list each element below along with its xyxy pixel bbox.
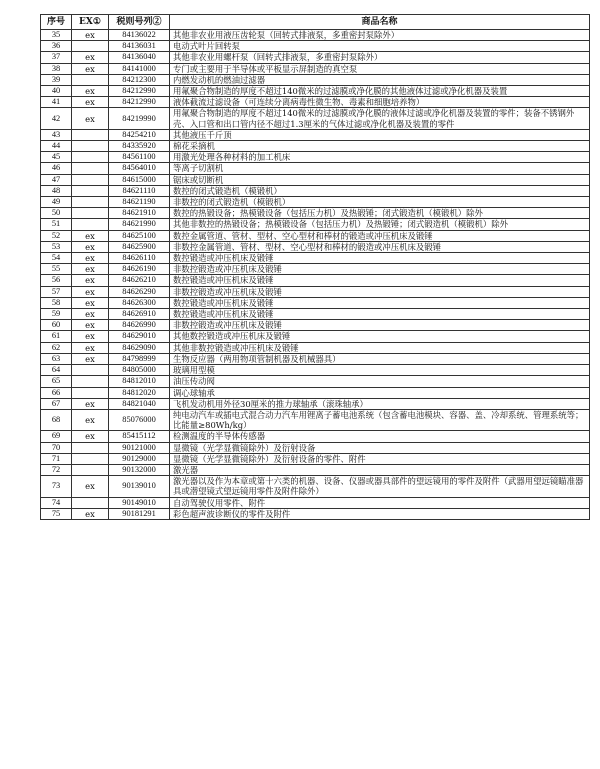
tariff-code-cell: 84626290 — [109, 286, 170, 297]
product-name-cell: 数控的热锻设备；热模锻设备（包括压力机）及热锻锤；闭式锻造机（模锻机）除外 — [170, 208, 590, 219]
ex-cell: ex — [72, 275, 109, 286]
ex-cell — [72, 129, 109, 140]
tariff-code-cell: 90121000 — [109, 442, 170, 453]
table-row — [41, 185, 590, 196]
ex-cell: ex — [72, 108, 109, 129]
tariff-code-cell: 84621910 — [109, 208, 170, 219]
serial-cell: 38 — [41, 63, 72, 74]
tariff-code-cell: 84136040 — [109, 52, 170, 63]
tariff-code-cell: 84212990 — [109, 97, 170, 108]
tariff-code-cell: 84136022 — [109, 30, 170, 41]
table-row — [41, 141, 590, 152]
table-row — [41, 108, 590, 129]
product-name-cell: 玻璃用型模 — [170, 365, 590, 376]
serial-cell: 73 — [41, 476, 72, 497]
serial-cell: 65 — [41, 376, 72, 387]
serial-cell: 37 — [41, 52, 72, 63]
table-row — [41, 286, 590, 297]
table-row — [41, 353, 590, 364]
product-name-cell: 其他非数控锻造或冲压机床及锻锤 — [170, 342, 590, 353]
serial-cell: 72 — [41, 464, 72, 475]
tariff-table — [40, 14, 590, 520]
table-row — [41, 275, 590, 286]
serial-cell: 60 — [41, 320, 72, 331]
ex-cell: ex — [72, 309, 109, 320]
product-name-cell: 检测温度的半导体传感器 — [170, 431, 590, 442]
table-row — [41, 320, 590, 331]
header-product-name: 商品名称 — [170, 15, 590, 30]
product-name-cell: 等离子切割机 — [170, 163, 590, 174]
ex-cell: ex — [72, 331, 109, 342]
table-row — [41, 387, 590, 398]
serial-cell: 75 — [41, 508, 72, 519]
product-name-cell: 数控锻造或冲压机床及锻锤 — [170, 297, 590, 308]
product-name-cell: 锯床或切断机 — [170, 174, 590, 185]
table-row — [41, 97, 590, 108]
ex-cell — [72, 442, 109, 453]
table-row — [41, 453, 590, 464]
serial-cell: 66 — [41, 387, 72, 398]
ex-cell — [72, 219, 109, 230]
tariff-code-cell: 84621110 — [109, 185, 170, 196]
ex-cell: ex — [72, 476, 109, 497]
table-row — [41, 476, 590, 497]
ex-cell: ex — [72, 86, 109, 97]
tariff-code-cell: 84615000 — [109, 174, 170, 185]
header-ex: EX① — [72, 15, 109, 30]
product-name-cell: 油压传动阀 — [170, 376, 590, 387]
ex-cell: ex — [72, 253, 109, 264]
table-row — [41, 409, 590, 430]
tariff-code-cell: 90139010 — [109, 476, 170, 497]
table-row — [41, 63, 590, 74]
serial-cell: 62 — [41, 342, 72, 353]
tariff-code-cell: 90181291 — [109, 508, 170, 519]
table-row — [41, 219, 590, 230]
tariff-code-cell: 84212990 — [109, 86, 170, 97]
tariff-code-cell: 85415112 — [109, 431, 170, 442]
ex-cell — [72, 208, 109, 219]
ex-cell: ex — [72, 409, 109, 430]
product-name-cell: 生物反应器（两用物项管制机器及机械器具） — [170, 353, 590, 364]
ex-cell: ex — [72, 320, 109, 331]
serial-cell: 64 — [41, 365, 72, 376]
tariff-code-cell: 84812020 — [109, 387, 170, 398]
product-name-cell: 用激光处理各种材料的加工机床 — [170, 152, 590, 163]
tariff-code-cell: 84621990 — [109, 219, 170, 230]
table-row — [41, 174, 590, 185]
tariff-code-cell: 84136031 — [109, 41, 170, 52]
product-name-cell: 数控锻造或冲压机床及锻锤 — [170, 253, 590, 264]
serial-cell: 35 — [41, 30, 72, 41]
table-row — [41, 342, 590, 353]
serial-cell: 44 — [41, 141, 72, 152]
ex-cell: ex — [72, 353, 109, 364]
serial-cell: 58 — [41, 297, 72, 308]
product-name-cell: 其他非数控的热锻设备；热模锻设备（包括压力机）及热锻锤；闭式锻造机（模锻机）除外 — [170, 219, 590, 230]
tariff-code-cell: 84219990 — [109, 108, 170, 129]
table-row — [41, 264, 590, 275]
ex-cell: ex — [72, 286, 109, 297]
tariff-code-cell: 90132000 — [109, 464, 170, 475]
ex-cell: ex — [72, 342, 109, 353]
product-name-cell: 飞机发动机用外径30厘米的推力球轴承（滚珠轴承） — [170, 398, 590, 409]
serial-cell: 63 — [41, 353, 72, 364]
product-name-cell: 彩色超声波诊断仪的零件及附件 — [170, 508, 590, 519]
table-row — [41, 163, 590, 174]
product-name-cell: 自动驾驶仪用零件、附件 — [170, 497, 590, 508]
ex-cell — [72, 497, 109, 508]
serial-cell: 50 — [41, 208, 72, 219]
serial-cell: 56 — [41, 275, 72, 286]
serial-cell: 46 — [41, 163, 72, 174]
serial-cell: 52 — [41, 230, 72, 241]
product-name-cell: 其他数控锻造或冲压机床及锻锤 — [170, 331, 590, 342]
table-row — [41, 208, 590, 219]
table-row — [41, 508, 590, 519]
product-name-cell: 激光器以及作为本章或第十六类的机器、设备、仪器或器具部件的望远镜用的零件及附件（武器用望远镜瞄准器具或潜望镜式望远镜用零件及附件除外） — [170, 476, 590, 497]
product-name-cell: 非数控的闭式锻造机（模锻机） — [170, 197, 590, 208]
product-name-cell: 棉花采摘机 — [170, 141, 590, 152]
product-name-cell: 数控的闭式锻造机（模锻机） — [170, 185, 590, 196]
tariff-code-cell: 84626910 — [109, 309, 170, 320]
serial-cell: 40 — [41, 86, 72, 97]
tariff-code-cell: 84798999 — [109, 353, 170, 364]
ex-cell — [72, 453, 109, 464]
product-name-cell: 非数控金属管道、管材、型材、空心型材和棒材的锻造或冲压机床及锻锤 — [170, 241, 590, 252]
table-row — [41, 253, 590, 264]
ex-cell — [72, 197, 109, 208]
product-name-cell: 内燃发动机的燃油过滤器 — [170, 74, 590, 85]
ex-cell — [72, 365, 109, 376]
product-name-cell: 用氟聚合物制造的厚度不超过140微米的过滤膜或净化膜的液体过滤或净化机器及装置的零件；装备不锈钢外壳、入口管和出口管内径不超过1.3厘米的气体过滤或净化机器及装置的零件 — [170, 108, 590, 129]
product-name-cell: 其他非农业用液压齿轮泵（回转式排液泵，多重密封泵除外） — [170, 30, 590, 41]
tariff-code-cell: 84141000 — [109, 63, 170, 74]
serial-cell: 69 — [41, 431, 72, 442]
tariff-code-cell: 84626210 — [109, 275, 170, 286]
serial-cell: 48 — [41, 185, 72, 196]
ex-cell: ex — [72, 241, 109, 252]
tariff-code-cell: 85076000 — [109, 409, 170, 430]
product-name-cell: 非数控锻造或冲压机床及锻锤 — [170, 286, 590, 297]
ex-cell: ex — [72, 264, 109, 275]
table-row — [41, 230, 590, 241]
table-row — [41, 197, 590, 208]
tariff-code-cell: 84812010 — [109, 376, 170, 387]
serial-cell: 36 — [41, 41, 72, 52]
serial-cell: 39 — [41, 74, 72, 85]
header-tariff-code: 税则号列② — [109, 15, 170, 30]
table-body — [41, 30, 590, 520]
serial-cell: 68 — [41, 409, 72, 430]
product-name-cell: 非数控锻造或冲压机床及锻锤 — [170, 264, 590, 275]
tariff-code-cell: 84564010 — [109, 163, 170, 174]
serial-cell: 70 — [41, 442, 72, 453]
tariff-code-cell: 84626990 — [109, 320, 170, 331]
tariff-code-cell: 84629010 — [109, 331, 170, 342]
serial-cell: 43 — [41, 129, 72, 140]
serial-cell: 55 — [41, 264, 72, 275]
tariff-code-cell: 84629090 — [109, 342, 170, 353]
serial-cell: 57 — [41, 286, 72, 297]
serial-cell: 61 — [41, 331, 72, 342]
ex-cell: ex — [72, 230, 109, 241]
serial-cell: 59 — [41, 309, 72, 320]
ex-cell: ex — [72, 508, 109, 519]
table-row — [41, 331, 590, 342]
ex-cell: ex — [72, 63, 109, 74]
table-row — [41, 30, 590, 41]
ex-cell — [72, 376, 109, 387]
table-row — [41, 431, 590, 442]
table-row — [41, 41, 590, 52]
product-name-cell: 其他液压千斤顶 — [170, 129, 590, 140]
serial-cell: 41 — [41, 97, 72, 108]
ex-cell — [72, 74, 109, 85]
ex-cell — [72, 141, 109, 152]
table-row — [41, 398, 590, 409]
table-row — [41, 241, 590, 252]
tariff-code-cell: 84626110 — [109, 253, 170, 264]
product-name-cell: 调心球轴承 — [170, 387, 590, 398]
ex-cell: ex — [72, 97, 109, 108]
serial-cell: 47 — [41, 174, 72, 185]
product-name-cell: 激光器 — [170, 464, 590, 475]
serial-cell: 49 — [41, 197, 72, 208]
product-name-cell: 数控锻造或冲压机床及锻锤 — [170, 275, 590, 286]
product-name-cell: 其他非农业用螺杆泵（回转式排液泵，多重密封泵除外） — [170, 52, 590, 63]
ex-cell: ex — [72, 297, 109, 308]
tariff-code-cell: 84254210 — [109, 129, 170, 140]
table-row — [41, 365, 590, 376]
serial-cell: 42 — [41, 108, 72, 129]
product-name-cell: 非数控锻造或冲压机床及锻锤 — [170, 320, 590, 331]
ex-cell — [72, 464, 109, 475]
ex-cell — [72, 387, 109, 398]
tariff-code-cell: 90149010 — [109, 497, 170, 508]
ex-cell: ex — [72, 398, 109, 409]
table-row — [41, 442, 590, 453]
tariff-code-cell: 84212300 — [109, 74, 170, 85]
tariff-code-cell: 84625100 — [109, 230, 170, 241]
ex-cell — [72, 174, 109, 185]
serial-cell: 74 — [41, 497, 72, 508]
header-row — [41, 15, 590, 30]
product-name-cell: 专门或主要用于半导体或平板显示屏制造的真空泵 — [170, 63, 590, 74]
product-name-cell: 用氟聚合物制造的厚度不超过140微米的过滤膜或净化膜的其他液体过滤或净化机器及装置 — [170, 86, 590, 97]
tariff-code-cell: 84626190 — [109, 264, 170, 275]
table-row — [41, 129, 590, 140]
tariff-code-cell: 84625900 — [109, 241, 170, 252]
table-row — [41, 497, 590, 508]
serial-cell: 54 — [41, 253, 72, 264]
product-name-cell: 显微镜（光学显微镜除外）及衍射设备 — [170, 442, 590, 453]
serial-cell: 71 — [41, 453, 72, 464]
table-row — [41, 297, 590, 308]
table-row — [41, 309, 590, 320]
tariff-code-cell: 84821040 — [109, 398, 170, 409]
table-row — [41, 52, 590, 63]
serial-cell: 67 — [41, 398, 72, 409]
table-row — [41, 152, 590, 163]
serial-cell: 51 — [41, 219, 72, 230]
ex-cell: ex — [72, 431, 109, 442]
tariff-code-cell: 84626300 — [109, 297, 170, 308]
tariff-code-cell: 90129000 — [109, 453, 170, 464]
ex-cell — [72, 185, 109, 196]
table-row — [41, 86, 590, 97]
table-row — [41, 464, 590, 475]
ex-cell: ex — [72, 52, 109, 63]
ex-cell — [72, 152, 109, 163]
header-serial: 序号 — [41, 15, 72, 30]
serial-cell: 53 — [41, 241, 72, 252]
product-name-cell: 数控金属管道、管材、型材、空心型材和棒材的锻造或冲压机床及锻锤 — [170, 230, 590, 241]
ex-cell: ex — [72, 30, 109, 41]
product-name-cell: 数控锻造或冲压机床及锻锤 — [170, 309, 590, 320]
ex-cell — [72, 163, 109, 174]
ex-cell — [72, 41, 109, 52]
tariff-code-cell: 84621190 — [109, 197, 170, 208]
product-name-cell: 液体截流过滤设备（可连续分离病毒性微生物、毒素和细胞培养物） — [170, 97, 590, 108]
table-row — [41, 376, 590, 387]
tariff-code-cell: 84335920 — [109, 141, 170, 152]
serial-cell: 45 — [41, 152, 72, 163]
tariff-code-cell: 84561100 — [109, 152, 170, 163]
tariff-code-cell: 84805000 — [109, 365, 170, 376]
product-name-cell: 显微镜（光学显微镜除外）及衍射设备的零件、附件 — [170, 453, 590, 464]
product-name-cell: 电动式叶片回转泵 — [170, 41, 590, 52]
table-row — [41, 74, 590, 85]
product-name-cell: 纯电动汽车或插电式混合动力汽车用锂离子蓄电池系统（包含蓄电池模块、容器、盖、冷却系统、管理系统等；比能量≥80Wh/kg） — [170, 409, 590, 430]
